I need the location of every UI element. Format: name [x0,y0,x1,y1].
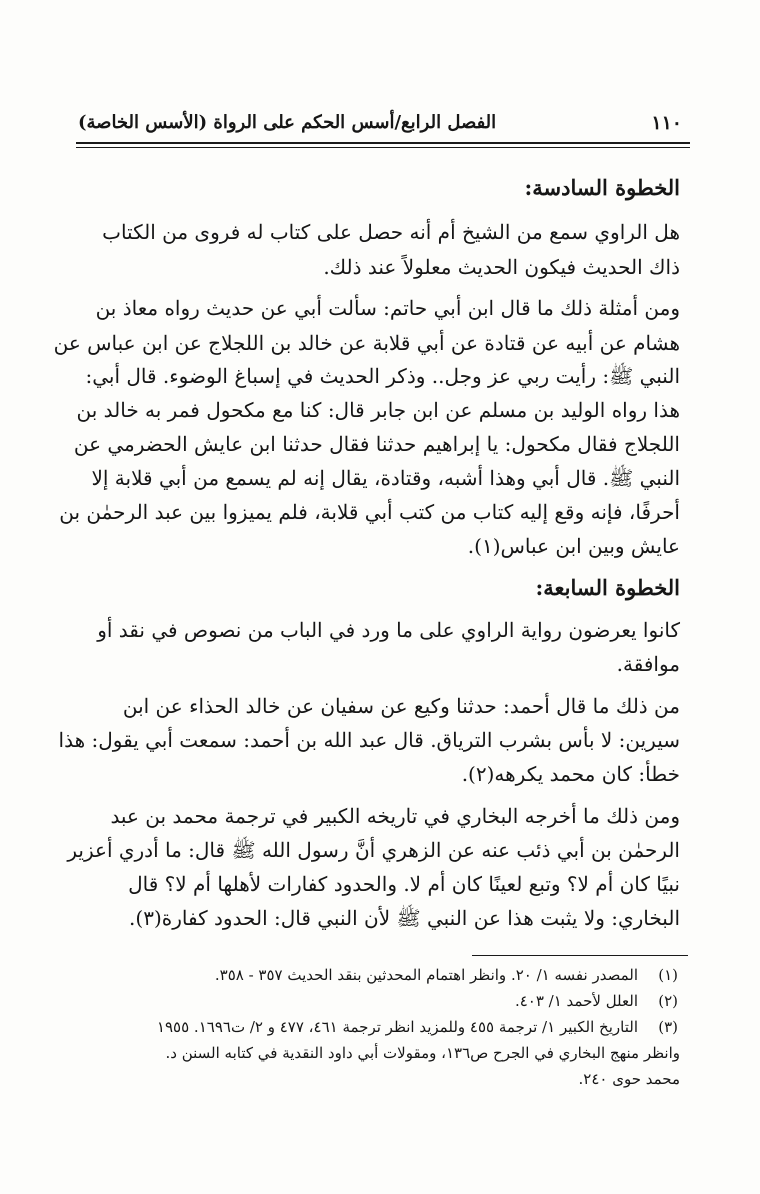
example6-line-5: اللجلاج فقال مكحول: يا إبراهيم حدثنا فقال حدثنا ابن عايش الحضرمي عن [73,432,680,456]
section7-line-2: موافقة. [616,652,680,676]
example6-line-1: ومن أمثلة ذلك ما قال ابن أبي حاتم: سألت أبي عن حديث رواه معاذ بن [95,296,680,320]
example7a-line-1: من ذلك ما قال أحمد: حدثنا وكيع عن سفيان عن خالد الحذاء عن ابن [122,694,680,718]
running-head [78,112,688,138]
footnote-3-line-2: وانظر منهج البخاري في الجرح ص١٣٦، ومقولات أبي داود النقدية في كتابه السنن د. [165,1044,680,1062]
footnote-2-line-1: العلل لأحمد ١/ ٤٠٣. [514,992,638,1010]
section6-line-2: ذاك الحديث فيكون الحديث معلولاً عند ذلك. [323,255,680,279]
example6-line-3: النبي ﷺ: رأيت ربي عز وجل.. وذكر الحديث في إسباغ الوضوء. قال أبي: [85,364,680,388]
example7b-line-3: نبيًا كان أم لا؟ وتبع لعينًا كان أم لا. والحدود كفارات لأهلها أم لا؟ قال [128,872,680,896]
section-heading-7: الخطوة السابعة: [535,575,680,600]
footnote-separator [472,955,688,956]
page-number: ١١٠ [651,112,682,134]
example6-line-8: عايش وبين ابن عباس(١). [467,534,680,558]
example7a-line-2: سيرين: لا بأس بشرب الترياق. قال عبد الله بن أحمد: سمعت أبي يقول: هذا [58,728,680,752]
example7b-line-2: الرحمٰن بن أبي ذئب عنه عن الزهري أنَّ رسول الله ﷺ قال: ما أدري أعزير [67,838,680,862]
footnote-number-2: (٢) [658,992,678,1010]
section-heading-6: الخطوة السادسة: [524,175,680,200]
section6-line-1: هل الراوي سمع من الشيخ أم أنه حصل على كتاب له فروى من الكتاب [102,220,680,244]
chapter-title: الفصل الرابع/أسس الحكم على الرواة (الأسس الخاصة) [78,112,497,133]
example7b-line-1: ومن ذلك ما أخرجه البخاري في تاريخه الكبير في ترجمة محمد بن عبد [110,804,680,828]
footnote-3-line-3: محمد حوى ٢٤٠. [578,1070,680,1088]
example7b-line-4: البخاري: ولا يثبت هذا عن النبي ﷺ لأن النبي قال: الحدود كفارة(٣). [129,906,680,930]
example7a-line-3: خطأ: كان محمد يكرهه(٢). [461,762,680,786]
example6-line-7: أحرفًا، فإنه وقع إليه كتاب من كتب أبي قلابة، فلم يميزوا بين عبد الرحمٰن بن [59,500,680,524]
example6-line-4: هذا رواه الوليد بن مسلم عن ابن جابر قال: كنا مع مكحول فمر به خالد بن [76,398,680,422]
header-rule-thin [76,147,690,148]
example6-line-2: هشام عن أبيه عن قتادة عن أبي قلابة عن خالد بن اللجلاج عن ابن عباس عن [53,331,680,355]
example6-line-6: النبي ﷺ. قال أبي وهذا أشبه، وقتادة، يقال إنه لم يسمع من أبي قلابة إلا [91,466,680,490]
footnote-3-line-1: التاريخ الكبير ١/ ترجمة ٤٥٥ وللمزيد انظر ترجمة ٤٦١، ٤٧٧ و ٢/ ت١٦٩٦. ١٩٥٥ [156,1018,638,1036]
footnote-1-line-1: المصدر نفسه ١/ ٢٠. وانظر اهتمام المحدثين بنقد الحديث ٣٥٧ - ٣٥٨. [214,966,638,984]
footnote-number-1: (١) [658,966,678,984]
header-rule-thick [76,142,690,144]
section7-line-1: كانوا يعرضون رواية الراوي على ما ورد في الباب من نصوص في نقد أو [97,618,680,642]
footnote-number-3: (٣) [658,1018,678,1036]
